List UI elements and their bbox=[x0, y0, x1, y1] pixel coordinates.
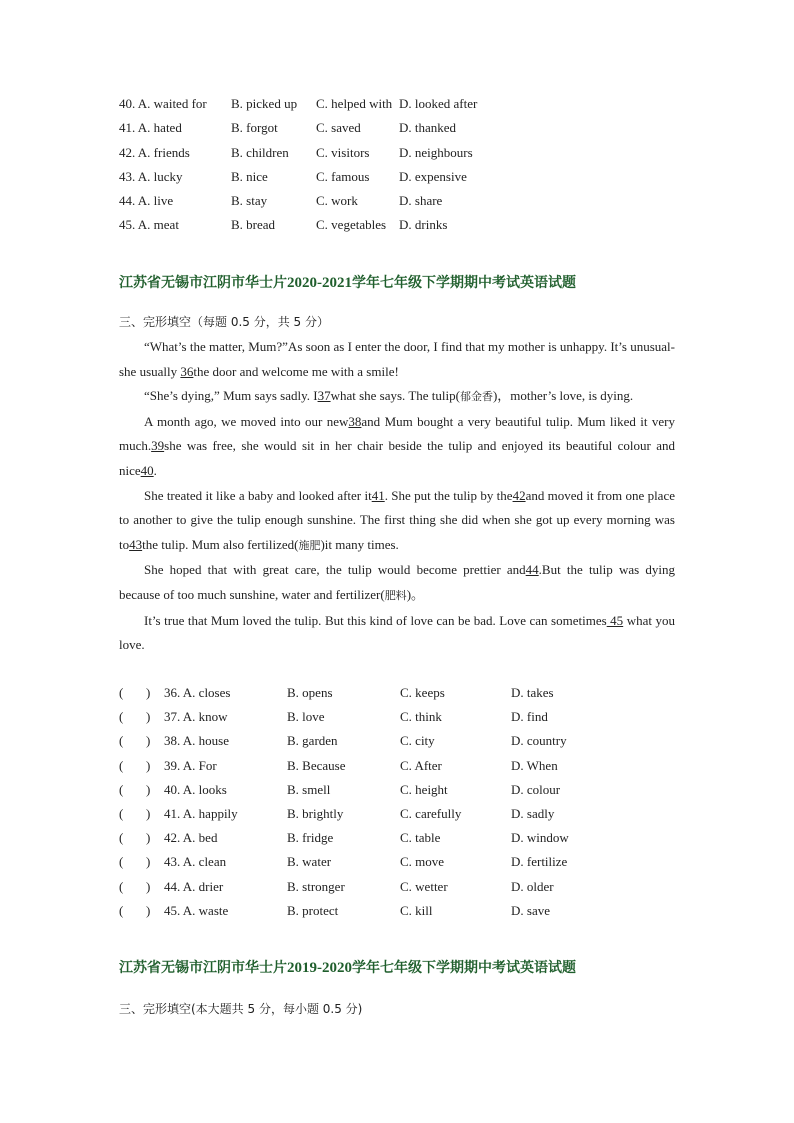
option-c: C. famous bbox=[316, 168, 370, 184]
section-subhead: 三、完形填空（每题 0.5 分，共 5 分） bbox=[119, 315, 329, 329]
question-option-a: 43. A. clean bbox=[164, 854, 227, 870]
text: )，mother’s love, is dying. bbox=[492, 388, 634, 404]
question-option-b: B. stronger bbox=[287, 878, 345, 894]
answer-bracket-left: ( bbox=[119, 685, 124, 700]
question-list bbox=[119, 682, 679, 924]
paragraph bbox=[119, 609, 675, 658]
question-option-c: C. keeps bbox=[400, 685, 445, 700]
answer-bracket-left: ( bbox=[119, 830, 124, 846]
question-option-d: D. sadly bbox=[511, 805, 555, 821]
question-option-a: 37. A. know bbox=[164, 709, 228, 725]
text: and Mum bought a very beautiful tulip. Mum liked it very much. bbox=[119, 413, 676, 454]
text: She hoped that with great care, the tulip would become prettier and bbox=[144, 562, 526, 578]
question-option-d: D. colour bbox=[511, 781, 561, 797]
title-suffix: 学年七年级下学期期中考试英语试题 bbox=[352, 960, 576, 976]
text: what she says. The tulip( bbox=[330, 388, 460, 404]
answer-bracket-right: ) bbox=[146, 830, 151, 846]
paragraph bbox=[119, 484, 675, 559]
question-option-a: 39. A. For bbox=[164, 757, 217, 773]
title-prefix: 江苏省无锡市江阴市华士片 bbox=[119, 275, 287, 291]
question-option-d: D. takes bbox=[511, 685, 554, 700]
question-option-d: D. When bbox=[511, 757, 558, 773]
cloze-passage bbox=[119, 335, 675, 658]
text: .But the tulip was dying because of too much sunshine, water and fertilizer( bbox=[119, 562, 675, 602]
question-option-d: D. older bbox=[511, 878, 554, 894]
question-row bbox=[119, 900, 679, 924]
option-a: 44. A. live bbox=[119, 193, 174, 209]
option-b: B. children bbox=[231, 144, 289, 160]
question-option-c: C. After bbox=[400, 757, 442, 773]
section-title-2020 bbox=[119, 272, 576, 292]
question-row bbox=[119, 706, 679, 730]
text: the tulip. Mum also fertilized( bbox=[142, 536, 299, 552]
option-a: 45. A. meat bbox=[119, 217, 179, 233]
blank-39: 39 bbox=[151, 438, 165, 454]
blank-38: 38 bbox=[348, 413, 362, 429]
question-option-b: B. Because bbox=[287, 757, 346, 773]
answer-bracket-left: ( bbox=[119, 805, 124, 821]
text: She treated it like a baby and looked after it bbox=[144, 487, 372, 503]
blank-42: 42 bbox=[512, 487, 526, 503]
question-option-c: C. table bbox=[400, 830, 441, 846]
text: “What’s the matter, Mum?”As soon as I enter the door, I find that my mother is unhappy. It’s unusual-she usually bbox=[119, 339, 675, 379]
answer-bracket-left: ( bbox=[119, 902, 124, 918]
question-option-c: C. height bbox=[400, 781, 448, 797]
option-b: B. bread bbox=[231, 217, 276, 233]
option-d: D. neighbours bbox=[399, 144, 473, 160]
question-option-a: 45. A. waste bbox=[164, 902, 229, 918]
question-row bbox=[119, 730, 679, 754]
option-a: 40. A. waited for bbox=[119, 96, 207, 111]
answer-bracket-right: ) bbox=[146, 781, 151, 797]
paragraph bbox=[119, 558, 675, 608]
question-option-d: D. fertilize bbox=[511, 854, 568, 870]
chinese-gloss: 肥料 bbox=[384, 588, 407, 602]
question-option-d: D. country bbox=[511, 733, 567, 749]
question-option-b: B. garden bbox=[287, 733, 338, 749]
answer-bracket-right: ) bbox=[146, 878, 151, 894]
paragraph bbox=[119, 335, 675, 384]
option-a: 43. A. lucky bbox=[119, 168, 183, 184]
question-option-b: B. protect bbox=[287, 902, 339, 918]
question-option-c: C. move bbox=[400, 854, 445, 870]
paragraph bbox=[119, 410, 675, 484]
answer-bracket-right: ) bbox=[146, 685, 151, 700]
answer-bracket-right: ) bbox=[146, 902, 151, 918]
option-c: C. work bbox=[316, 193, 358, 209]
text: It’s true that Mum loved the tulip. But this kind of love can be bad. Love can sometimes bbox=[144, 612, 607, 628]
question-option-b: B. opens bbox=[287, 685, 333, 700]
option-d: D. looked after bbox=[399, 96, 478, 111]
option-c: C. visitors bbox=[316, 144, 370, 160]
blank-43: 43 bbox=[129, 536, 143, 552]
answer-bracket-left: ( bbox=[119, 733, 124, 749]
question-option-c: C. kill bbox=[400, 902, 433, 918]
option-a: 41. A. hated bbox=[119, 120, 182, 136]
question-option-b: B. brightly bbox=[287, 805, 344, 821]
question-option-d: D. window bbox=[511, 830, 569, 846]
text: and moved it from one place to another to give the tulip enough sunshine. The first thing she did when she got up every morning was to bbox=[119, 487, 675, 552]
question-option-c: C. think bbox=[400, 709, 442, 725]
answer-bracket-left: ( bbox=[119, 781, 124, 797]
blank-40: 40 bbox=[140, 462, 154, 478]
question-option-a: 38. A. house bbox=[164, 733, 229, 749]
answer-bracket-left: ( bbox=[119, 709, 124, 725]
option-c: C. saved bbox=[316, 120, 361, 136]
question-option-c: C. wetter bbox=[400, 878, 448, 894]
option-d: D. expensive bbox=[399, 168, 467, 184]
title-year: 2019-2020 bbox=[287, 960, 352, 976]
option-b: B. picked up bbox=[231, 96, 298, 111]
text: )it many times. bbox=[320, 536, 399, 552]
title-prefix: 江苏省无锡市江阴市华士片 bbox=[119, 960, 287, 976]
question-row bbox=[119, 682, 679, 706]
answer-bracket-left: ( bbox=[119, 757, 124, 773]
question-option-c: C. city bbox=[400, 733, 435, 749]
text: )。 bbox=[406, 586, 425, 602]
blank-44: 44 bbox=[525, 562, 539, 578]
question-option-b: B. smell bbox=[287, 781, 331, 797]
text: . bbox=[153, 462, 157, 478]
title-year: 2020-2021 bbox=[287, 275, 352, 291]
option-d: D. thanked bbox=[399, 120, 457, 136]
question-option-d: D. save bbox=[511, 902, 550, 918]
section-subhead: 三、完形填空(本大题共 5 分，每小题 0.5 分) bbox=[119, 1002, 363, 1016]
section-title-2019 bbox=[119, 957, 576, 977]
option-b: B. nice bbox=[231, 168, 268, 184]
question-option-a: 41. A. happily bbox=[164, 805, 238, 821]
text: she was free, she would sit in her chair beside the tulip and enjoyed its beautiful colour and nice bbox=[119, 438, 675, 478]
option-b: B. forgot bbox=[231, 120, 278, 136]
chinese-gloss: 施肥 bbox=[298, 538, 321, 552]
answer-bracket-left: ( bbox=[119, 854, 124, 870]
text: A month ago, we moved into our new bbox=[144, 413, 349, 429]
option-c: C. vegetables bbox=[316, 217, 387, 233]
answer-bracket-right: ) bbox=[146, 757, 151, 773]
question-option-a: 44. A. drier bbox=[164, 878, 224, 894]
blank-45: 45 bbox=[606, 612, 624, 628]
question-option-a: 40. A. looks bbox=[164, 781, 227, 797]
question-row bbox=[119, 851, 679, 875]
blank-41: 41 bbox=[371, 487, 385, 503]
question-row bbox=[119, 779, 679, 803]
text: . She put the tulip by the bbox=[384, 487, 513, 503]
question-row bbox=[119, 803, 679, 827]
question-option-c: C. carefully bbox=[400, 805, 462, 821]
text: what you love. bbox=[119, 612, 675, 653]
blank-36: 36 bbox=[180, 363, 194, 379]
option-d: D. share bbox=[399, 193, 443, 209]
question-option-a: 42. A. bed bbox=[164, 830, 218, 846]
option-a: 42. A. friends bbox=[119, 144, 190, 160]
option-c: C. helped with bbox=[316, 96, 393, 111]
text: “She’s dying,” Mum says sadly. I bbox=[144, 388, 318, 404]
answer-bracket-right: ) bbox=[146, 854, 151, 870]
option-b: B. stay bbox=[231, 193, 268, 209]
answer-bracket-right: ) bbox=[146, 709, 151, 725]
paragraph bbox=[119, 384, 675, 410]
text: the door and welcome me with a smile! bbox=[193, 363, 399, 379]
answer-bracket-right: ) bbox=[146, 733, 151, 749]
option-d: D. drinks bbox=[399, 217, 448, 233]
title-suffix: 学年七年级下学期期中考试英语试题 bbox=[352, 275, 576, 291]
question-option-b: B. fridge bbox=[287, 830, 334, 846]
question-row bbox=[119, 876, 679, 900]
question-option-a: 36. A. closes bbox=[164, 685, 231, 700]
chinese-gloss: 郁金香 bbox=[459, 390, 493, 404]
answer-bracket-left: ( bbox=[119, 878, 124, 894]
question-row bbox=[119, 755, 679, 779]
question-option-b: B. water bbox=[287, 854, 332, 870]
question-option-d: D. find bbox=[511, 709, 548, 725]
blank-37: 37 bbox=[317, 388, 331, 404]
answer-bracket-right: ) bbox=[146, 805, 151, 821]
question-row bbox=[119, 827, 679, 851]
question-option-b: B. love bbox=[287, 709, 325, 725]
